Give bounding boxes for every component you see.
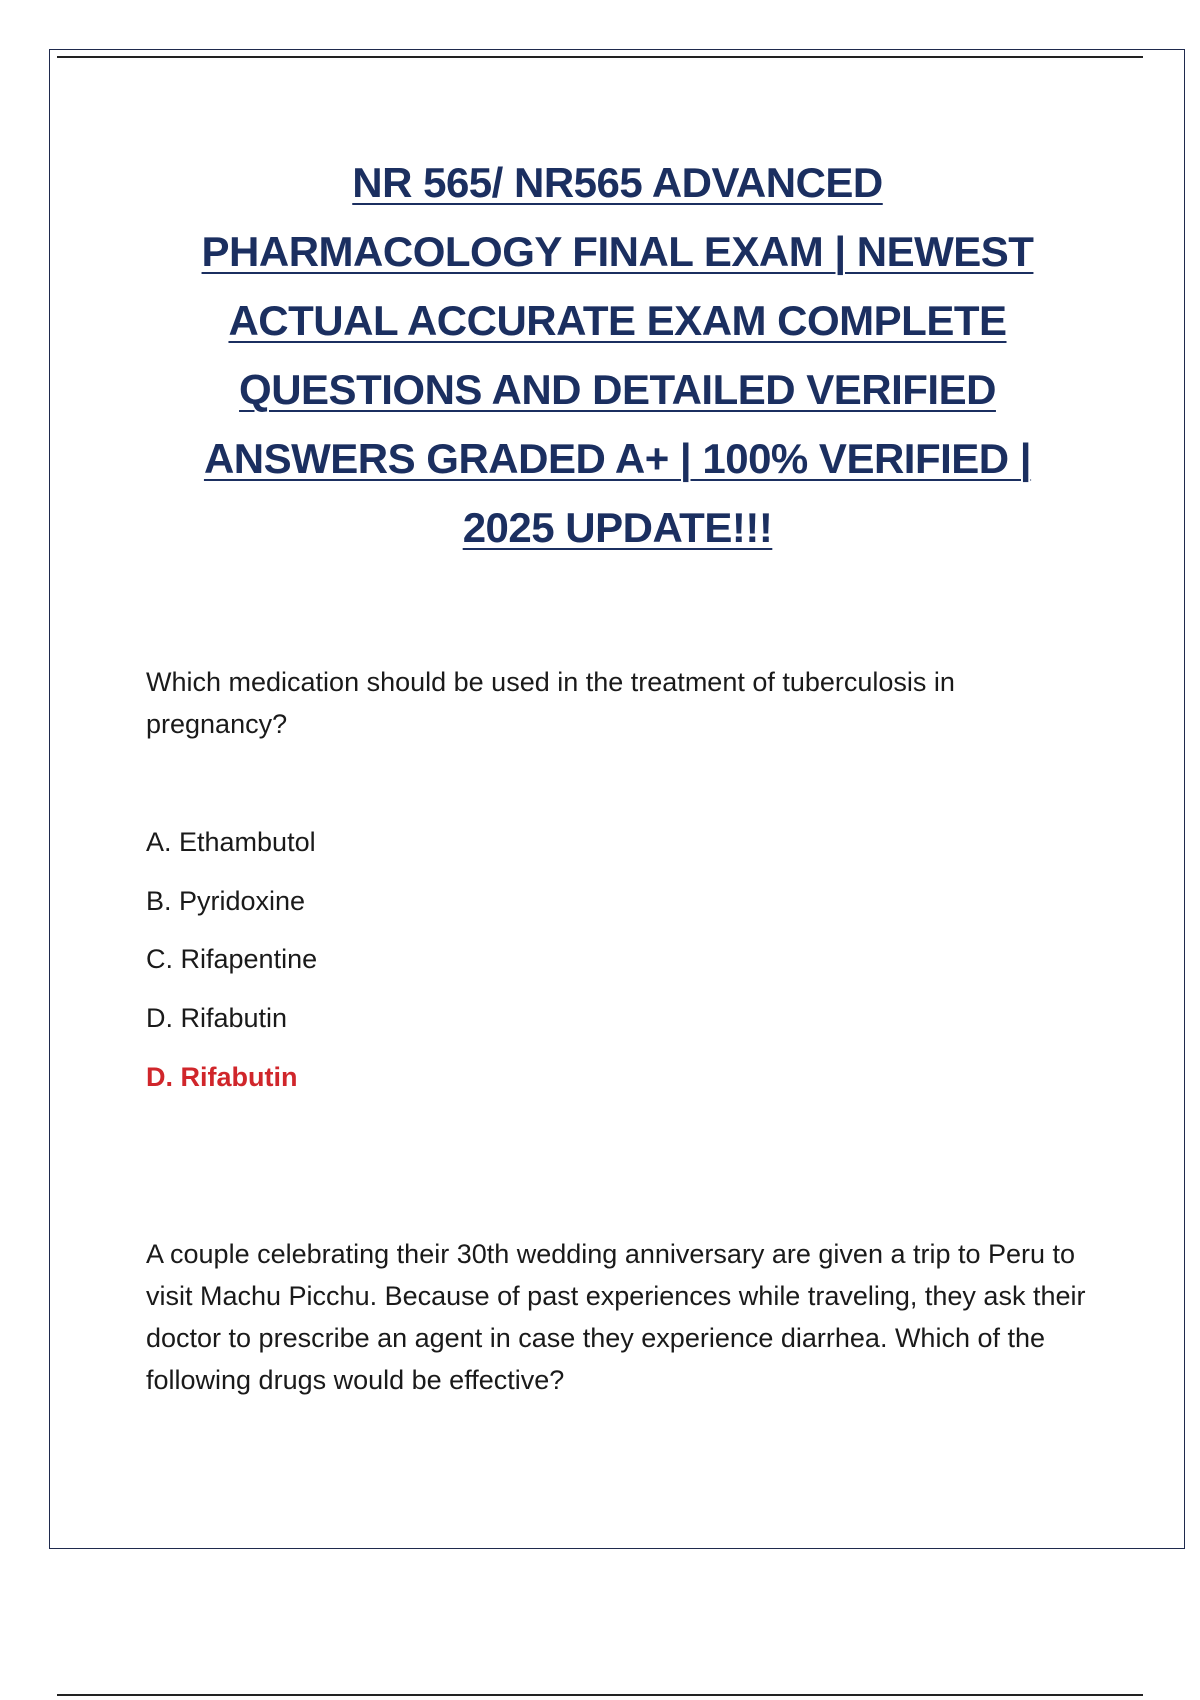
- question-1-answer: D. Rifabutin: [146, 1062, 298, 1092]
- title-line: QUESTIONS AND DETAILED VERIFIED: [239, 366, 996, 413]
- bottom-rule: [57, 1694, 1143, 1696]
- top-rule: [57, 56, 1143, 58]
- question-1-options: [146, 822, 746, 1056]
- question-2-text: A couple celebrating their 30th wedding anniversary are given a trip to Peru to visit Machu Picchu. Because of past experiences while traveling, they ask their doctor to prescribe an agent in case they experience diarrhea. Which of the following drugs would be effective?: [146, 1239, 1086, 1395]
- question-1-text: Which medication should be used in the treatment of tuberculosis in pregnancy?: [146, 667, 955, 739]
- option-a: A. Ethambutol: [146, 827, 316, 857]
- option-b: B. Pyridoxine: [146, 885, 306, 916]
- document-title: [120, 148, 1115, 562]
- option-d: D. Rifabutin: [146, 1002, 288, 1033]
- option-c: C. Rifapentine: [146, 944, 318, 974]
- title-line: ANSWERS GRADED A+ | 100% VERIFIED |: [203, 435, 1032, 482]
- title-line: ACTUAL ACCURATE EXAM COMPLETE: [228, 297, 1007, 344]
- title-line: NR 565/ NR565 ADVANCED: [352, 159, 883, 206]
- title-line: PHARMACOLOGY FINAL EXAM | NEWEST: [201, 228, 1034, 275]
- title-line: 2025 UPDATE!!!: [462, 504, 773, 551]
